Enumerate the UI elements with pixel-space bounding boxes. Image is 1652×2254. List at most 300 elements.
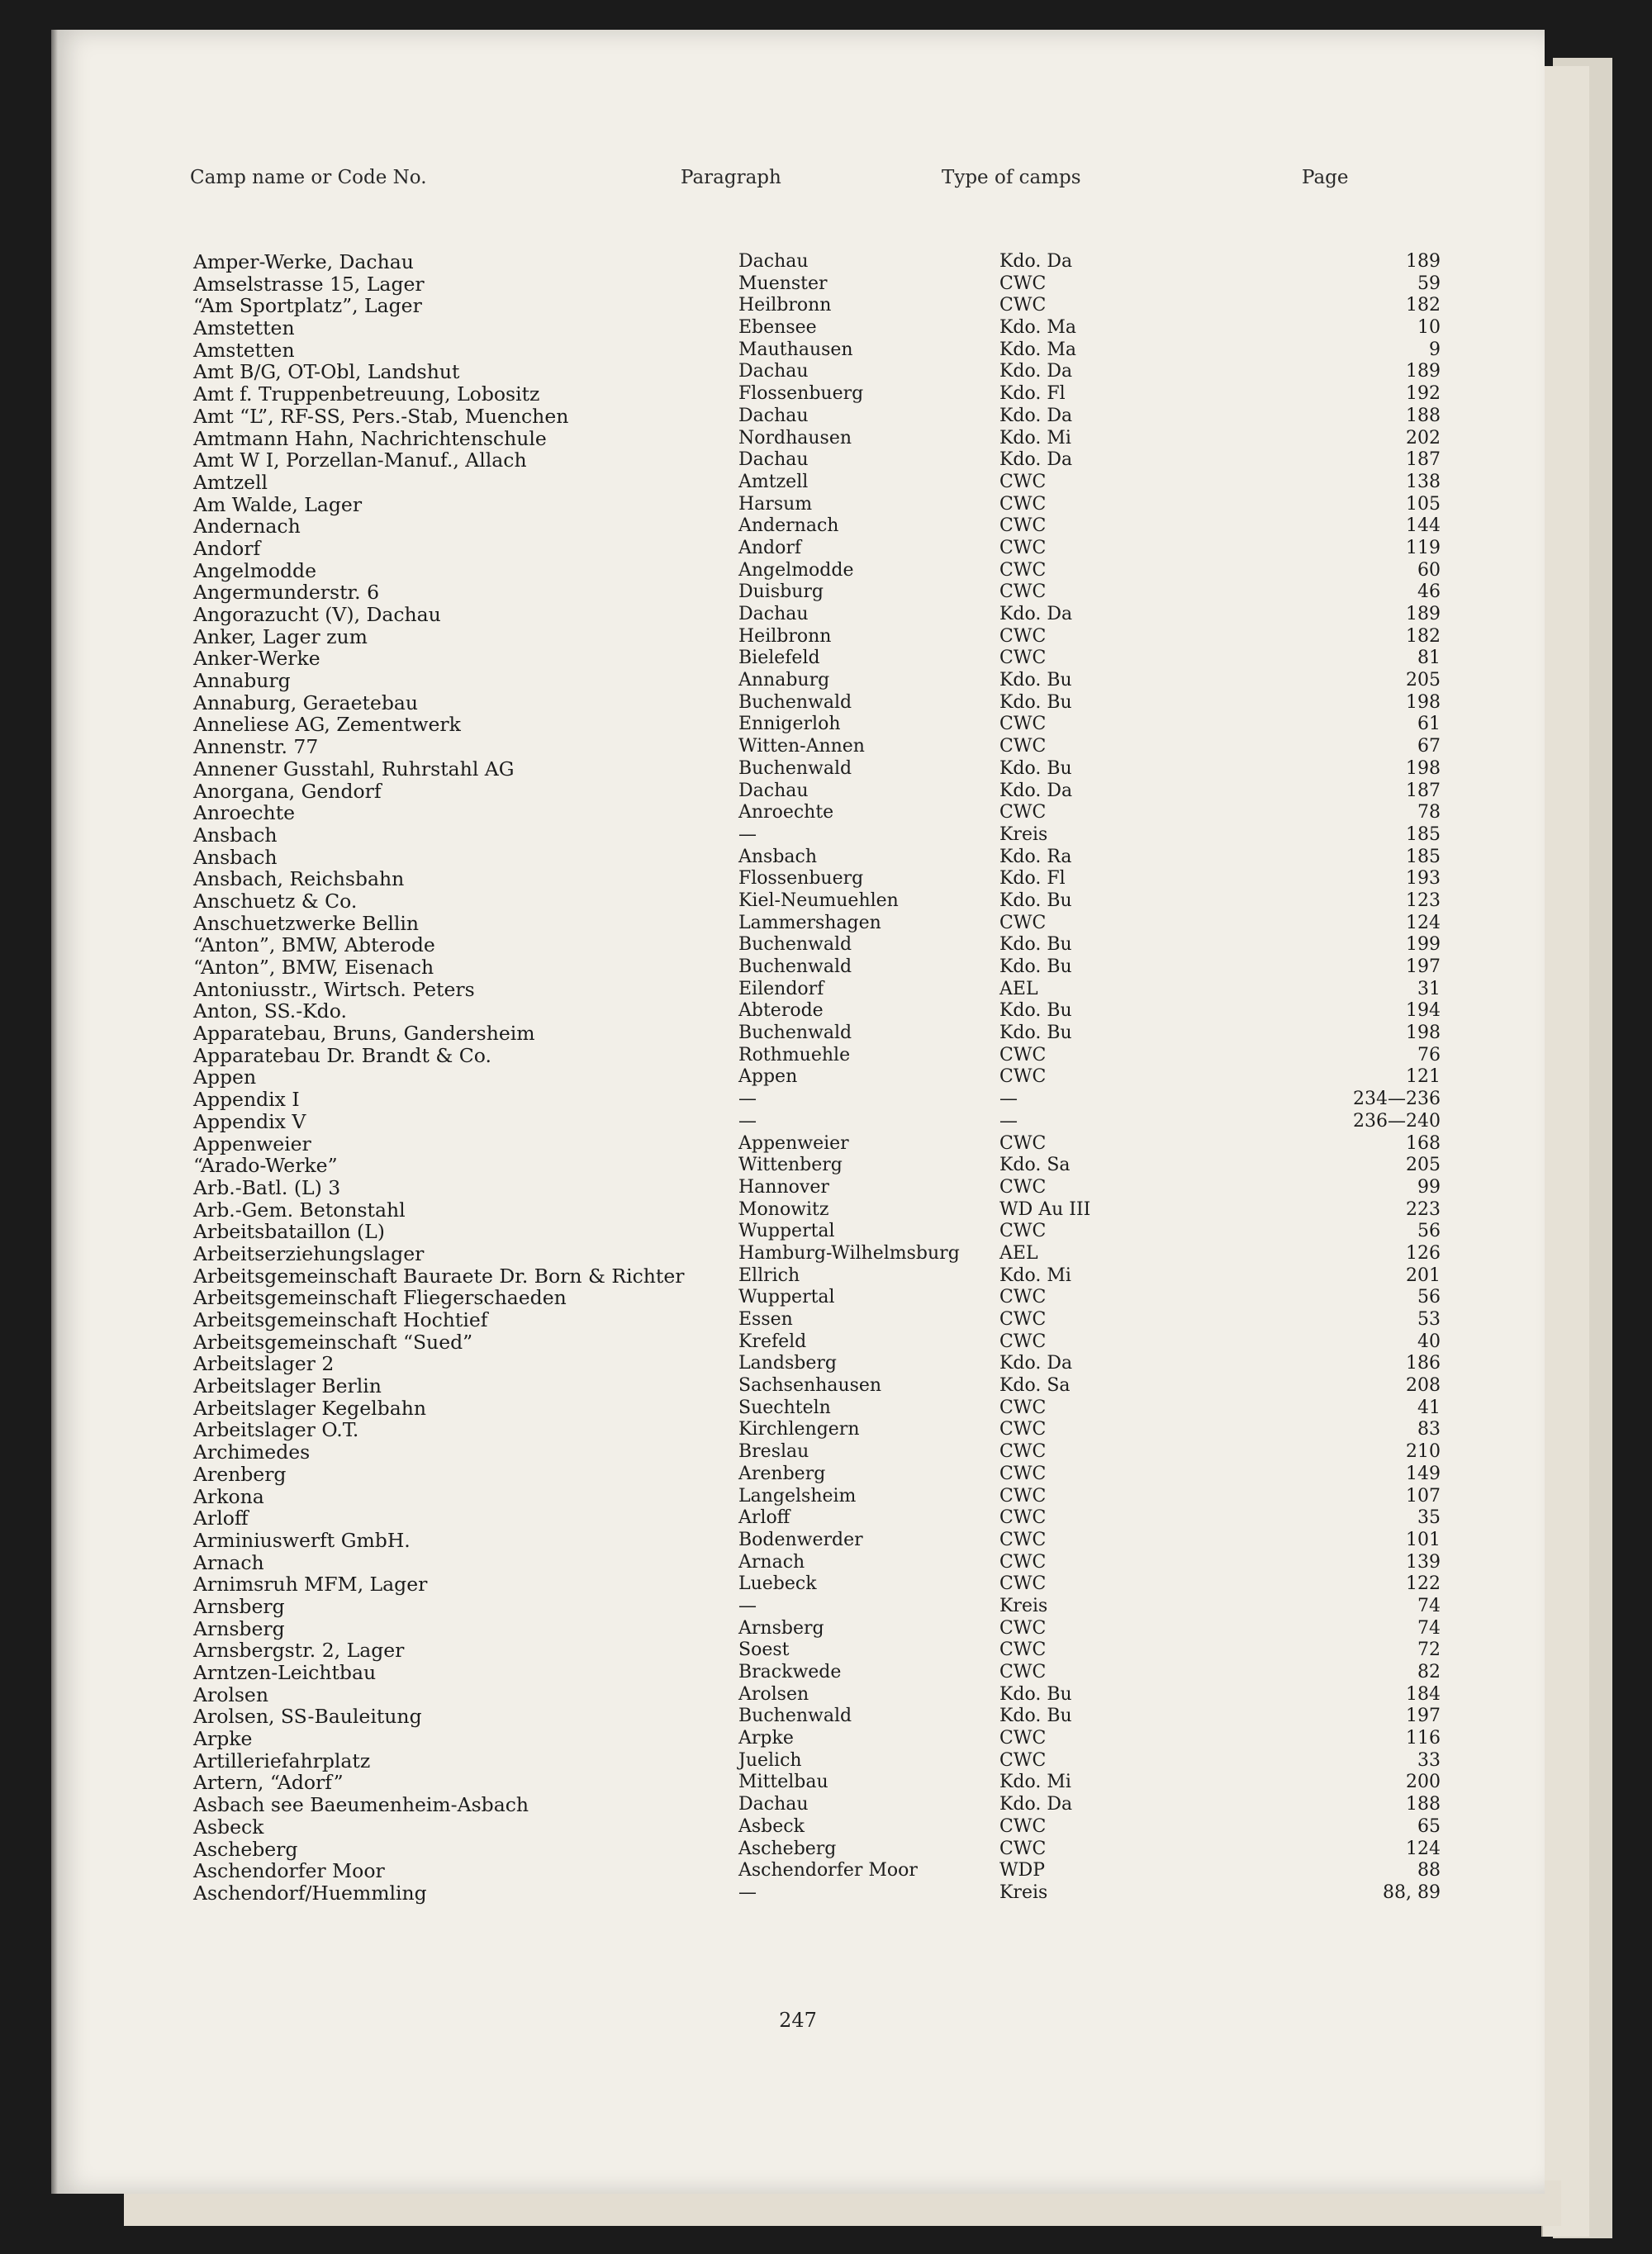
table-row [193, 1243, 1441, 1265]
camp-name-cell: Amtzell [193, 470, 268, 494]
camp-name-cell: Asbach see Baeumenheim-Asbach [193, 1793, 529, 1817]
camp-type-cell: CWC [999, 1838, 1047, 1859]
camp-type-cell: Kdo. Mi [999, 427, 1071, 448]
page-ref-cell: 40 [1417, 1331, 1441, 1352]
page-ref-cell: 234—236 [1353, 1089, 1441, 1110]
camp-name-cell: Ansbach [193, 823, 278, 847]
page-ref-cell: 124 [1406, 912, 1441, 933]
page-ref-cell: 81 [1417, 648, 1441, 669]
table-header [190, 167, 1429, 200]
paragraph-cell: Appen [738, 1066, 798, 1088]
table-row [193, 1111, 1441, 1133]
paragraph-cell: Ennigerloh [738, 714, 841, 735]
table-row [193, 979, 1441, 1001]
page-ref-cell: 185 [1406, 823, 1441, 845]
camp-name-cell: Arolsen [193, 1682, 268, 1706]
camp-name-cell: Arbeitslager Kegelbahn [193, 1396, 426, 1420]
table-row [193, 1066, 1441, 1089]
table-row [193, 1684, 1441, 1706]
camp-name-cell: Antoniusstr., Wirtsch. Peters [193, 977, 475, 1001]
paragraph-cell: Bodenwerder [738, 1529, 863, 1550]
camp-name-cell: “Anton”, BMW, Eisenach [193, 956, 434, 979]
paragraph-cell: — [738, 1881, 757, 1903]
page-ref-cell: 188 [1406, 1794, 1441, 1815]
page-ref-cell: 122 [1406, 1573, 1441, 1595]
paragraph-cell: Dachau [738, 604, 809, 624]
paragraph-cell: Witten-Annen [738, 736, 865, 757]
camp-type-cell: CWC [999, 1066, 1047, 1088]
camp-name-cell: Appen [193, 1065, 257, 1089]
camp-name-cell: Annenstr. 77 [193, 735, 319, 759]
camp-name-cell: Amt B/G, OT-Obl, Landshut [193, 360, 460, 384]
table-row [193, 648, 1441, 670]
camp-type-cell: Kdo. Mi [999, 1772, 1071, 1793]
table-row [193, 1199, 1441, 1222]
camp-name-cell: Arolsen, SS-Bauleitung [193, 1705, 422, 1729]
camp-index-table [193, 251, 1441, 1905]
camp-name-cell: Amt W I, Porzellan-Manuf., Allach [193, 448, 527, 472]
camp-name-cell: Ansbach [193, 845, 278, 869]
table-row [193, 1639, 1441, 1662]
page-ref-cell: 88 [1417, 1860, 1441, 1881]
camp-name-cell: Annaburg, Geraetebau [193, 690, 419, 714]
camp-type-cell: CWC [999, 1132, 1047, 1154]
paragraph-cell: Harsum [738, 493, 813, 515]
camp-name-cell: “Am Sportplatz”, Lager [193, 294, 422, 318]
page-ref-cell: 82 [1417, 1662, 1441, 1682]
camp-name-cell: Appendix V [193, 1109, 306, 1133]
table-row [193, 758, 1441, 781]
camp-type-cell: Kdo. Ma [999, 317, 1077, 339]
table-row [193, 449, 1441, 472]
table-row [193, 736, 1441, 758]
table-row [193, 847, 1441, 869]
camp-type-cell: CWC [999, 1728, 1047, 1749]
underlying-page-edge-2 [1541, 66, 1589, 2237]
camp-type-cell: Kdo. Bu [999, 934, 1072, 956]
camp-type-cell: Kdo. Da [999, 604, 1073, 624]
table-row [193, 295, 1441, 317]
camp-type-cell: Kdo. Da [999, 1353, 1073, 1374]
page-ref-cell: 139 [1406, 1551, 1441, 1573]
camp-type-cell: CWC [999, 493, 1047, 515]
header-camp-name: Camp name or Code No. [190, 167, 427, 188]
page-ref-cell: 123 [1406, 890, 1441, 911]
table-row [193, 1265, 1441, 1288]
camp-type-cell: CWC [999, 1507, 1047, 1529]
camp-type-cell: CWC [999, 1573, 1047, 1595]
table-row [193, 1133, 1441, 1155]
camp-type-cell: Kdo. Mi [999, 1265, 1071, 1286]
camp-type-cell: CWC [999, 537, 1047, 558]
camp-type-cell: CWC [999, 1815, 1047, 1837]
camp-type-cell: Kreis [999, 1595, 1048, 1616]
paragraph-cell: Dachau [738, 449, 809, 471]
page-ref-cell: 198 [1406, 1023, 1441, 1044]
paragraph-cell: Dachau [738, 405, 809, 426]
page-ref-cell: 41 [1417, 1397, 1441, 1418]
document-page [51, 30, 1545, 2194]
camp-type-cell: Kdo. Da [999, 361, 1073, 382]
camp-type-cell: CWC [999, 1529, 1047, 1550]
paragraph-cell: Ansbach [738, 846, 818, 867]
camp-name-cell: Archimedes [193, 1440, 311, 1464]
page-ref-cell: 182 [1406, 295, 1441, 316]
paragraph-cell: Dachau [738, 780, 809, 801]
camp-name-cell: Amt f. Truppenbetreuung, Lobositz [193, 382, 540, 406]
paragraph-cell: Eilendorf [738, 978, 824, 999]
paragraph-cell: Ascheberg [738, 1838, 837, 1859]
page-ref-cell: 10 [1417, 317, 1441, 339]
paragraph-cell: Juelich [738, 1749, 802, 1771]
table-row [193, 934, 1441, 956]
camp-name-cell: Amper-Werke, Dachau [193, 250, 414, 273]
camp-name-cell: Anker, Lager zum [193, 624, 368, 648]
table-row [193, 494, 1441, 516]
paragraph-cell: Appenweier [738, 1132, 849, 1154]
page-ref-cell: 119 [1406, 537, 1441, 558]
page-ref-cell: 149 [1406, 1463, 1441, 1484]
paragraph-cell: Arpke [738, 1728, 794, 1749]
camp-name-cell: Anker-Werke [193, 647, 320, 671]
paragraph-cell: Monowitz [738, 1198, 829, 1220]
paragraph-cell: — [738, 1089, 757, 1110]
page-ref-cell: 67 [1417, 736, 1441, 757]
table-row [193, 890, 1441, 913]
table-row [193, 1816, 1441, 1839]
paragraph-cell: Buchenwald [738, 691, 852, 713]
paragraph-cell: Breslau [738, 1441, 809, 1463]
table-row [193, 1089, 1441, 1111]
table-row [193, 913, 1441, 935]
page-ref-cell: 199 [1406, 934, 1441, 956]
page-ref-cell: 99 [1417, 1176, 1441, 1198]
page-ref-cell: 78 [1417, 802, 1441, 823]
page-ref-cell: 9 [1429, 339, 1441, 360]
camp-type-cell: WD Au III [999, 1198, 1091, 1220]
paragraph-cell: Langelsheim [738, 1485, 857, 1507]
page-ref-cell: 208 [1406, 1375, 1441, 1397]
table-row [193, 1375, 1441, 1397]
table-row [193, 626, 1441, 648]
paragraph-cell: Dachau [738, 361, 809, 382]
table-row [193, 581, 1441, 604]
camp-name-cell: Arkona [193, 1484, 264, 1508]
page-ref-cell: 185 [1406, 846, 1441, 867]
paragraph-cell: Kirchlengern [738, 1419, 860, 1440]
camp-type-cell: Kdo. Bu [999, 1706, 1072, 1727]
page-ref-cell: 56 [1417, 1221, 1441, 1242]
camp-name-cell: Aschendorf/Huemmling [193, 1881, 427, 1905]
camp-type-cell: Kdo. Da [999, 405, 1073, 426]
paragraph-cell: Duisburg [738, 581, 824, 603]
page-ref-cell: 223 [1406, 1198, 1441, 1220]
table-row [193, 1309, 1441, 1331]
paragraph-cell: Dachau [738, 251, 809, 272]
paragraph-cell: Arnach [738, 1551, 805, 1573]
table-row [193, 1794, 1441, 1816]
table-row [193, 714, 1441, 736]
paragraph-cell: Andernach [738, 515, 839, 537]
camp-name-cell: Amstetten [193, 338, 295, 362]
camp-type-cell: — [999, 1089, 1018, 1110]
table-row [193, 692, 1441, 714]
camp-name-cell: Amt “L”, RF-SS, Pers.-Stab, Muenchen [193, 404, 569, 428]
page-ref-cell: 200 [1406, 1772, 1441, 1793]
page-ref-cell: 105 [1406, 493, 1441, 515]
camp-type-cell: Kdo. Bu [999, 890, 1072, 911]
page-ref-cell: 187 [1406, 780, 1441, 801]
paragraph-cell: Bielefeld [738, 648, 820, 669]
table-row [193, 1618, 1441, 1640]
page-ref-cell: 126 [1406, 1242, 1441, 1264]
paragraph-cell: Muenster [738, 273, 828, 294]
table-row [193, 956, 1441, 979]
camp-name-cell: Artilleriefahrplatz [193, 1749, 371, 1772]
camp-name-cell: Arnimsruh MFM, Lager [193, 1573, 428, 1597]
page-ref-cell: 88, 89 [1383, 1881, 1441, 1903]
table-row [193, 824, 1441, 847]
page-ref-cell: 210 [1406, 1441, 1441, 1463]
camp-name-cell: Am Walde, Lager [193, 492, 363, 516]
table-row [193, 1552, 1441, 1574]
camp-type-cell: CWC [999, 559, 1047, 581]
camp-type-cell: Kdo. Bu [999, 691, 1072, 713]
camp-type-cell: Kdo. Fl [999, 383, 1066, 405]
camp-type-cell: Kdo. Bu [999, 1683, 1072, 1705]
table-row [193, 1419, 1441, 1441]
paragraph-cell: Ebensee [738, 317, 817, 339]
paragraph-cell: Buchenwald [738, 1023, 852, 1044]
paragraph-cell: Rothmuehle [738, 1044, 851, 1065]
table-row [193, 1839, 1441, 1861]
table-row [193, 1706, 1441, 1728]
paragraph-cell: Lammershagen [738, 912, 881, 933]
page-ref-cell: 138 [1406, 471, 1441, 492]
camp-type-cell: CWC [999, 581, 1047, 603]
page-ref-cell: 194 [1406, 1000, 1441, 1022]
table-row [193, 670, 1441, 692]
table-row [193, 383, 1441, 406]
camp-type-cell: Kdo. Da [999, 251, 1073, 272]
table-row [193, 1441, 1441, 1464]
paragraph-cell: Heilbronn [738, 625, 832, 647]
camp-type-cell: CWC [999, 1176, 1047, 1198]
paragraph-cell: Heilbronn [738, 295, 832, 316]
paragraph-cell: Hannover [738, 1176, 829, 1198]
camp-name-cell: Arnsberg [193, 1616, 285, 1640]
page-ref-cell: 31 [1417, 978, 1441, 999]
camp-name-cell: Arbeitslager 2 [193, 1352, 335, 1376]
camp-type-cell: Kdo. Da [999, 1794, 1073, 1815]
table-row [193, 406, 1441, 428]
page-ref-cell: 35 [1417, 1507, 1441, 1529]
camp-type-cell: Kdo. Bu [999, 670, 1072, 691]
camp-type-cell: Kdo. Da [999, 780, 1073, 801]
page-ref-cell: 201 [1406, 1265, 1441, 1286]
camp-type-cell: AEL [999, 1242, 1038, 1264]
camp-name-cell: “Anton”, BMW, Abterode [193, 933, 435, 957]
page-ref-cell: 202 [1406, 427, 1441, 448]
table-row [193, 428, 1441, 450]
paragraph-cell: — [738, 1595, 757, 1616]
header-type-of-camps: Type of camps [942, 167, 1081, 188]
page-ref-cell: 101 [1406, 1529, 1441, 1550]
table-row [193, 1353, 1441, 1375]
table-row [193, 1860, 1441, 1882]
camp-type-cell: CWC [999, 471, 1047, 492]
camp-type-cell: CWC [999, 1419, 1047, 1440]
paragraph-cell: Kiel-Neumuehlen [738, 890, 899, 911]
camp-name-cell: Angelmodde [193, 558, 316, 582]
camp-type-cell: CWC [999, 273, 1047, 294]
table-row [193, 1000, 1441, 1023]
page-ref-cell: 192 [1406, 383, 1441, 405]
page-ref-cell: 46 [1417, 581, 1441, 603]
paragraph-cell: Annaburg [738, 670, 830, 691]
page-ref-cell: 72 [1417, 1639, 1441, 1661]
table-row [193, 251, 1441, 273]
camp-type-cell: Kdo. Ra [999, 846, 1072, 867]
table-row [193, 1882, 1441, 1905]
camp-type-cell: Kdo. Da [999, 449, 1073, 471]
page-ref-cell: 184 [1406, 1683, 1441, 1705]
page-ref-cell: 107 [1406, 1485, 1441, 1507]
camp-type-cell: Kreis [999, 823, 1048, 845]
camp-name-cell: Anton, SS.-Kdo. [193, 999, 347, 1023]
table-row [193, 1331, 1441, 1354]
table-row [193, 604, 1441, 626]
camp-name-cell: Amselstrasse 15, Lager [193, 272, 425, 296]
camp-type-cell: CWC [999, 1331, 1047, 1352]
camp-name-cell: Amtmann Hahn, Nachrichtenschule [193, 426, 547, 450]
camp-type-cell: CWC [999, 1441, 1047, 1463]
camp-name-cell: Arbeitslager O.T. [193, 1418, 359, 1442]
paragraph-cell: — [738, 823, 757, 845]
camp-name-cell: Ansbach, Reichsbahn [193, 867, 405, 891]
page-ref-cell: 83 [1417, 1419, 1441, 1440]
page-ref-cell: 33 [1417, 1749, 1441, 1771]
camp-type-cell: CWC [999, 736, 1047, 757]
page-ref-cell: 144 [1406, 515, 1441, 537]
camp-type-cell: CWC [999, 1463, 1047, 1484]
paragraph-cell: Amtzell [738, 471, 809, 492]
table-row [193, 1287, 1441, 1309]
camp-type-cell: Kdo. Bu [999, 1000, 1072, 1022]
paragraph-cell: Buchenwald [738, 934, 852, 956]
paragraph-cell: Brackwede [738, 1662, 842, 1682]
paragraph-cell: Dachau [738, 1794, 809, 1815]
camp-name-cell: “Arado-Werke” [193, 1154, 338, 1178]
camp-name-cell: Apparatebau Dr. Brandt & Co. [193, 1043, 491, 1067]
page-ref-cell: 168 [1406, 1132, 1441, 1154]
camp-name-cell: Arbeitsbataillon (L) [193, 1220, 385, 1244]
camp-type-cell: Kdo. Ma [999, 339, 1077, 360]
camp-name-cell: Anschuetz & Co. [193, 889, 358, 913]
page-ref-cell: 189 [1406, 604, 1441, 624]
camp-type-cell: CWC [999, 625, 1047, 647]
camp-name-cell: Arminiuswerft GmbH. [193, 1528, 411, 1552]
paragraph-cell: Mauthausen [738, 339, 853, 360]
paragraph-cell: Landsberg [738, 1353, 837, 1374]
page-number: 247 [779, 2009, 817, 2032]
camp-name-cell: Arbeitslager Berlin [193, 1374, 382, 1398]
table-row [193, 1750, 1441, 1772]
camp-name-cell: Amstetten [193, 316, 295, 340]
page-ref-cell: 193 [1406, 868, 1441, 890]
camp-type-cell: CWC [999, 1397, 1047, 1418]
camp-name-cell: Anschuetzwerke Bellin [193, 911, 420, 935]
camp-name-cell: Ascheberg [193, 1837, 298, 1861]
paragraph-cell: Hamburg-Wilhelmsburg [738, 1242, 960, 1264]
table-row [193, 560, 1441, 582]
camp-type-cell: Kdo. Bu [999, 1023, 1072, 1044]
camp-type-cell: CWC [999, 912, 1047, 933]
camp-name-cell: Arpke [193, 1727, 253, 1751]
page-ref-cell: 124 [1406, 1838, 1441, 1859]
camp-name-cell: Arb.-Gem. Betonstahl [193, 1198, 406, 1222]
camp-name-cell: Aschendorfer Moor [193, 1859, 385, 1883]
camp-type-cell: CWC [999, 1617, 1047, 1639]
table-row [193, 1045, 1441, 1067]
paragraph-cell: Buchenwald [738, 956, 852, 977]
camp-type-cell: CWC [999, 1485, 1047, 1507]
paragraph-cell: Aschendorfer Moor [738, 1860, 918, 1881]
camp-type-cell: CWC [999, 1551, 1047, 1573]
paragraph-cell: Suechteln [738, 1397, 831, 1418]
paragraph-cell: Arolsen [738, 1683, 809, 1705]
table-row [193, 868, 1441, 890]
camp-type-cell: CWC [999, 515, 1047, 537]
table-row [193, 1596, 1441, 1618]
table-row [193, 538, 1441, 560]
page-ref-cell: 186 [1406, 1353, 1441, 1374]
page-ref-cell: 74 [1417, 1595, 1441, 1616]
page-ref-cell: 236—240 [1353, 1110, 1441, 1132]
camp-type-cell: Kdo. Bu [999, 757, 1072, 779]
page-ref-cell: 205 [1406, 670, 1441, 691]
page-ref-cell: 197 [1406, 1706, 1441, 1727]
camp-name-cell: Annener Gusstahl, Ruhrstahl AG [193, 757, 515, 781]
paragraph-cell: Flossenbuerg [738, 868, 864, 890]
camp-type-cell: CWC [999, 1309, 1047, 1330]
table-row [193, 1507, 1441, 1530]
paragraph-cell: Luebeck [738, 1573, 817, 1595]
page-ref-cell: 56 [1417, 1287, 1441, 1308]
camp-name-cell: Arbeitsgemeinschaft “Sued” [193, 1330, 473, 1354]
table-row [193, 1221, 1441, 1243]
table-row [193, 273, 1441, 296]
camp-name-cell: Arbeitsgemeinschaft Hochtief [193, 1308, 488, 1331]
camp-type-cell: CWC [999, 1662, 1047, 1682]
table-row [193, 317, 1441, 339]
camp-name-cell: Arntzen-Leichtbau [193, 1661, 377, 1684]
paragraph-cell: Andorf [738, 537, 802, 558]
camp-name-cell: Arbeitsgemeinschaft Fliegerschaeden [193, 1286, 567, 1310]
table-row [193, 781, 1441, 803]
camp-name-cell: Anneliese AG, Zementwerk [193, 713, 461, 737]
paragraph-cell: Sachsenhausen [738, 1375, 882, 1397]
camp-name-cell: Arenberg [193, 1462, 287, 1486]
table-row [193, 1464, 1441, 1486]
header-page: Page [1302, 167, 1349, 188]
paragraph-cell: Angelmodde [738, 559, 854, 581]
camp-type-cell: WDP [999, 1860, 1046, 1881]
camp-name-cell: Anroechte [193, 801, 296, 825]
paragraph-cell: Soest [738, 1639, 790, 1661]
camp-type-cell: CWC [999, 802, 1047, 823]
table-row [193, 1772, 1441, 1794]
